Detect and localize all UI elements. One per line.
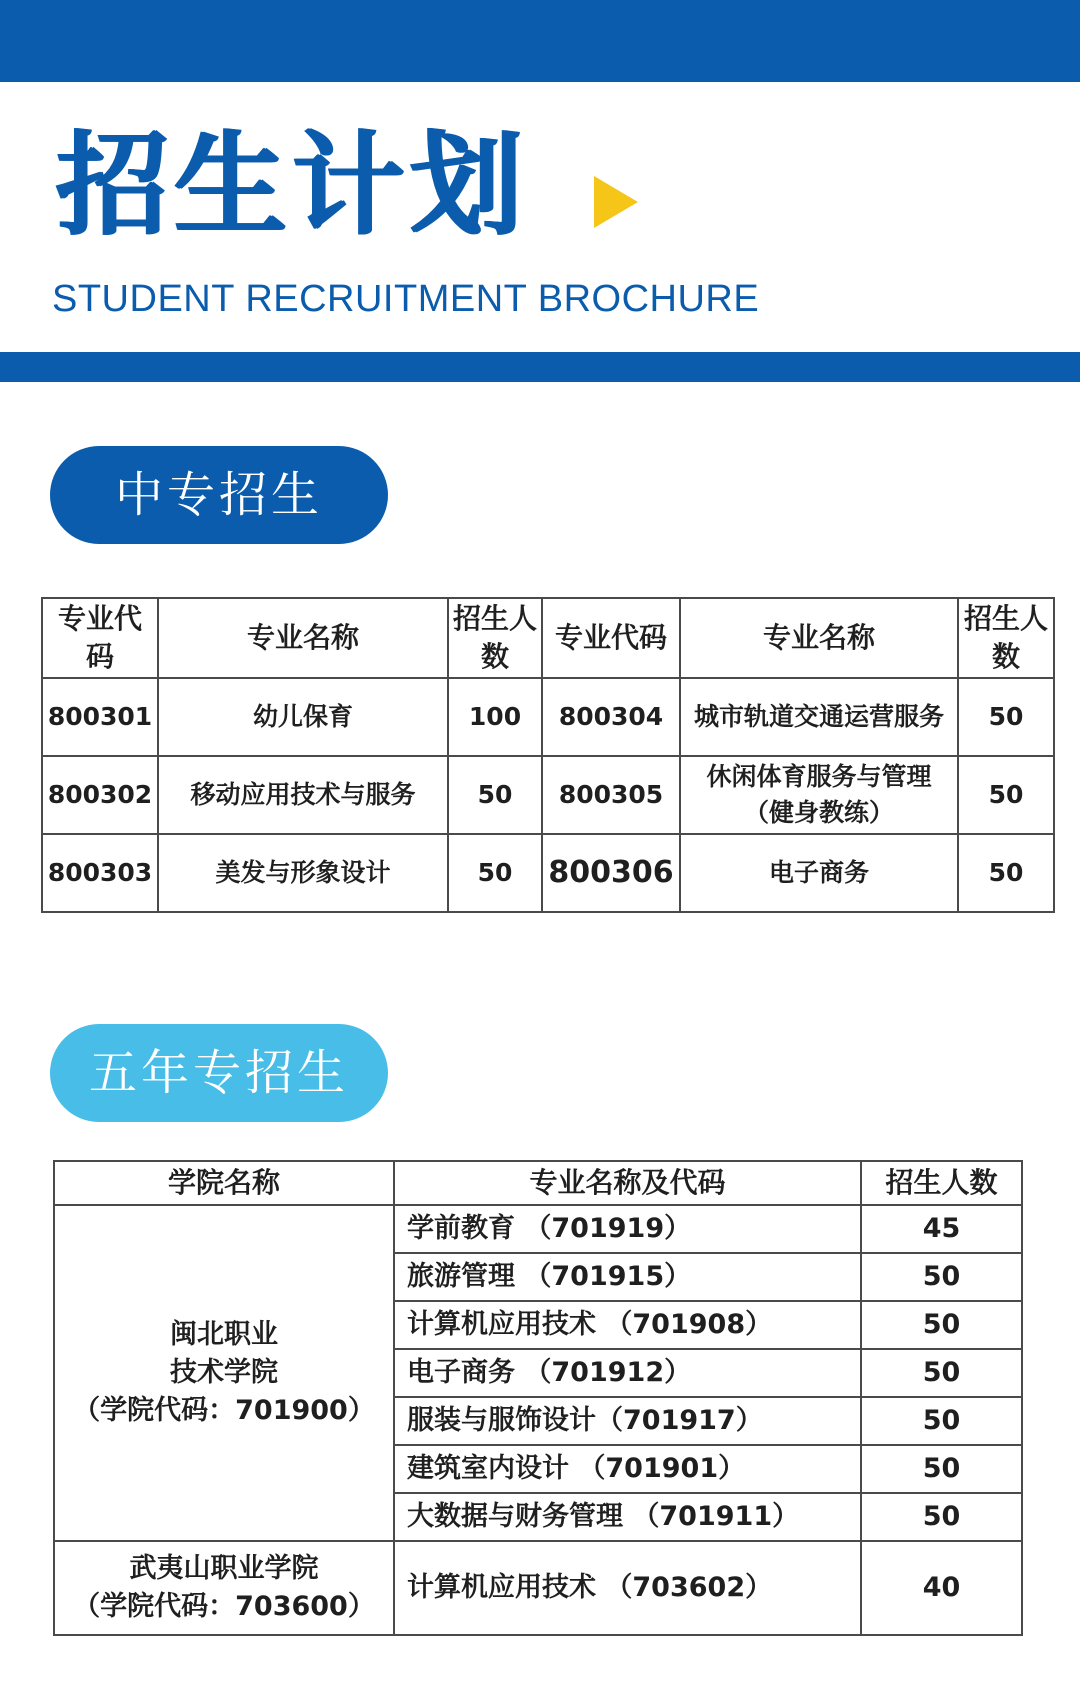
enrollment-count: 50 bbox=[861, 1445, 1022, 1493]
enrollment-count: 50 bbox=[861, 1253, 1022, 1301]
college-name-line: 武夷山职业学院 bbox=[129, 1553, 319, 1584]
college-name-wuyishan bbox=[54, 1541, 394, 1635]
header-major-name: 专业名称 bbox=[680, 598, 958, 678]
major-name-code: 学前教育 （701919） bbox=[394, 1205, 861, 1253]
major-name-code: 旅游管理 （701915） bbox=[394, 1253, 861, 1301]
header-major-code: 专业代码 bbox=[542, 598, 680, 678]
table-header-row bbox=[54, 1161, 1022, 1205]
enrollment-count: 50 bbox=[448, 834, 542, 912]
header-enrollment: 招生人数 bbox=[448, 598, 542, 678]
major-name: 休闲体育服务与管理（健身教练） bbox=[680, 756, 958, 834]
major-code: 800306 bbox=[542, 834, 680, 912]
table-row bbox=[54, 1541, 1022, 1635]
major-name-code: 电子商务 （701912） bbox=[394, 1349, 861, 1397]
enrollment-count: 50 bbox=[861, 1301, 1022, 1349]
enrollment-count: 50 bbox=[861, 1493, 1022, 1541]
enrollment-count: 50 bbox=[958, 756, 1054, 834]
header-major-name-code: 专业名称及代码 bbox=[394, 1161, 861, 1205]
secondary-school-table bbox=[41, 597, 1055, 913]
major-code: 800301 bbox=[42, 678, 158, 756]
header-enrollment: 招生人数 bbox=[958, 598, 1054, 678]
major-name: 电子商务 bbox=[680, 834, 958, 912]
enrollment-count: 50 bbox=[448, 756, 542, 834]
major-name: 移动应用技术与服务 bbox=[158, 756, 448, 834]
table-row bbox=[42, 678, 1054, 756]
college-code: （学院代码：701900） bbox=[73, 1395, 375, 1426]
section-label-five-year-college: 五年专招生 bbox=[50, 1024, 388, 1122]
college-code: （学院代码：703600） bbox=[73, 1591, 375, 1622]
major-name: 幼儿保育 bbox=[158, 678, 448, 756]
section-label-secondary-school: 中专招生 bbox=[50, 446, 388, 544]
table-row bbox=[42, 756, 1054, 834]
divider-bar bbox=[0, 352, 1080, 382]
enrollment-count: 100 bbox=[448, 678, 542, 756]
page-subtitle: STUDENT RECRUITMENT BROCHURE bbox=[52, 278, 760, 320]
college-name-minbei bbox=[54, 1205, 394, 1541]
play-triangle-icon bbox=[594, 176, 638, 228]
major-name-code: 计算机应用技术 （703602） bbox=[394, 1541, 861, 1635]
major-name-code: 大数据与财务管理 （701911） bbox=[394, 1493, 861, 1541]
major-code: 800304 bbox=[542, 678, 680, 756]
top-banner-bar bbox=[0, 0, 1080, 82]
major-name-code: 建筑室内设计 （701901） bbox=[394, 1445, 861, 1493]
enrollment-count: 50 bbox=[958, 834, 1054, 912]
enrollment-count: 50 bbox=[861, 1397, 1022, 1445]
major-name: 美发与形象设计 bbox=[158, 834, 448, 912]
college-name-line: 闽北职业 bbox=[170, 1319, 278, 1350]
enrollment-count: 40 bbox=[861, 1541, 1022, 1635]
major-name: 城市轨道交通运营服务 bbox=[680, 678, 958, 756]
major-name-code: 计算机应用技术 （701908） bbox=[394, 1301, 861, 1349]
enrollment-count: 50 bbox=[861, 1349, 1022, 1397]
major-name-code: 服装与服饰设计（701917） bbox=[394, 1397, 861, 1445]
table-header-row bbox=[42, 598, 1054, 678]
header-college-name: 学院名称 bbox=[54, 1161, 394, 1205]
enrollment-count: 45 bbox=[861, 1205, 1022, 1253]
header-major-name: 专业名称 bbox=[158, 598, 448, 678]
enrollment-count: 50 bbox=[958, 678, 1054, 756]
five-year-college-table bbox=[53, 1160, 1023, 1636]
major-code: 800303 bbox=[42, 834, 158, 912]
table-row bbox=[42, 834, 1054, 912]
page-title: 招生计划 bbox=[56, 121, 528, 251]
major-code: 800305 bbox=[542, 756, 680, 834]
header-major-code: 专业代码 bbox=[42, 598, 158, 678]
major-code: 800302 bbox=[42, 756, 158, 834]
college-name-line: 技术学院 bbox=[170, 1357, 278, 1388]
table-row bbox=[54, 1205, 1022, 1253]
header-enrollment: 招生人数 bbox=[861, 1161, 1022, 1205]
